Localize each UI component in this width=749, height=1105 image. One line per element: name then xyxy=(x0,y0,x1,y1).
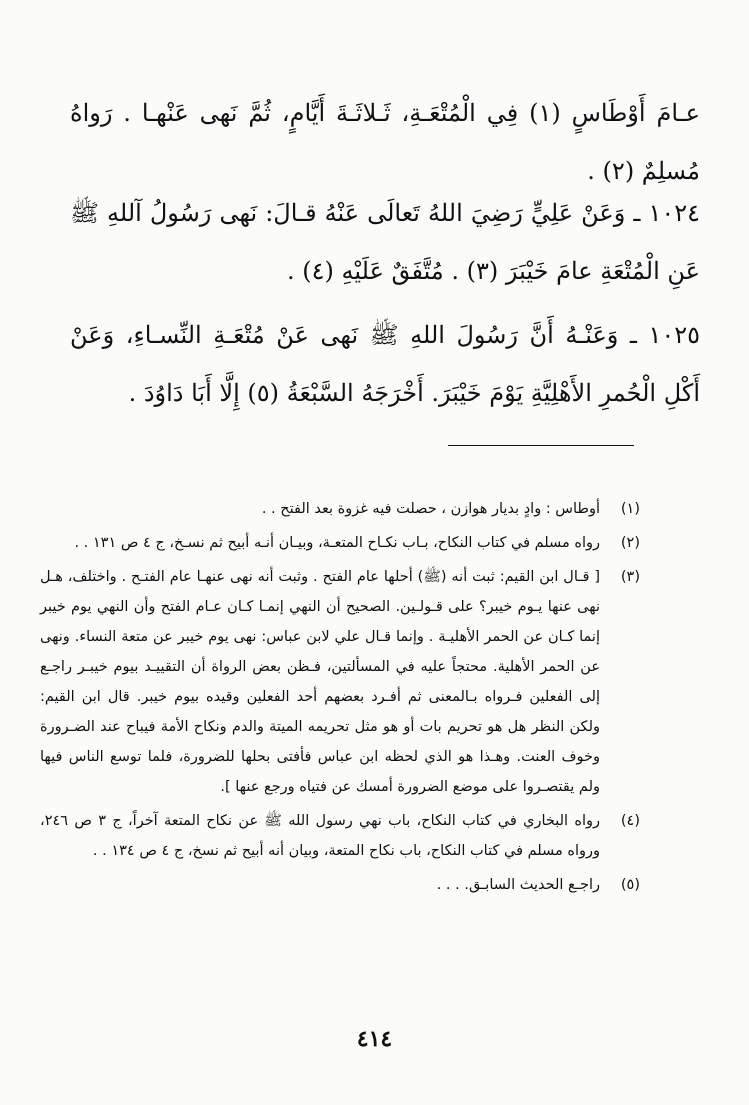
paragraph-text: عـامَ أَوْطَاسٍ (١) فِي الْمُتْعَـةِ، ثَـلاثَـةَ أَيَّامٍ، ثُمَّ نَهى عَنْهـا . رَواهُ مُسلِمٌ (٢) . xyxy=(70,99,700,185)
footnote-number: (٥) xyxy=(620,877,640,893)
paragraph-text: ١٠٢٥ ـ وَعَنْـهُ أَنَّ رَسُولَ اللهِ ﷺ نَهى عَنْ مُتْعَـةِ النِّسـاءِ، وَعَنْ أَكْلِ الْحُمرِ الأَهْلِيَّةِ يَوْمَ خَيْبَرَ. أَخْرَجَهُ السَّبْعَةُ (٥) إِلَّا أَبَا دَاوُدَ . xyxy=(70,321,700,407)
footnote-text: رواه البخاري في كتاب النكاح، باب نهي رسول الله ﷺ عن نكاح المتعة آخراً، ج ٣ ص ٢٤٦، ورواه مسلم في كتاب النكاح، باب نكاح المتعة، وبيان أنه أبيح ثم نسخ، ج ٤ ص ١٣٤ . . xyxy=(40,813,601,859)
paragraph-text: ١٠٢٤ ـ وَعَنْ عَلِيٍّ رَضِيَ اللهُ تَعالَى عَنْهُ قـالَ: نَهى رَسُولُ آللهِ ﷺ عَنِ الْمُتْعَةِ عامَ خَيْبَرَ (٣) . مُتَّفَقٌ عَلَيْهِ (٤) . xyxy=(70,199,700,285)
footnote-number: (١) xyxy=(620,501,640,517)
footnote-text: [ قـال ابن القيم: ثبت أنه (ﷺ) أحلها عام الفتح . وثبت أنه نهى عنهـا عام الفتـح . واختلف، هـل نهى عنها يـوم خيبر؟ على قـولـين. الصحيح أن النهي إنمـا كـان عـام الفتح وأن النهي يوم خيبر إنما كـان عن الحمر الأهليـة . وإنما قـال علي لابن عباس: نهى يوم خيبر عن متعة النساء. ونهى عن الحمر الأهلية. محتجاً عليه في المسألتين، فـظن بعض الرواة أن التقييـد بيوم خيبـر راجـع إلى الفعلين فـرواه بـالمعنى ثم أفـرد بعضهم أحد الفعلين وقيده بيوم خيبر. قال ابن القيم: ولكن النظر هل هو تحريم بات أو هو مثل تحريمه الميتة والدم ونكاح الأمة فيباح عند الضـرورة وخوف العنت. وهـذا هو الذي لحظه ابن عباس فأفتى بحلها للضرورة، فلما توسع الناس فيها ولم يقتصـروا على موضع الضرورة أمسك عن فتياه ورجع عنها ]. xyxy=(40,569,600,795)
page-number: ٤١٤ xyxy=(356,1026,393,1052)
footnote-text: رواه مسلم في كتاب النكاح، بـاب نكـاح المتعـة، وبيـان أنـه أبيح ثم نسـخ، ج ٤ ص ١٣١ . . xyxy=(74,535,600,551)
footnote-text: أوطاس : وادٍ بديار هوازن ، حصلت فيه غزوة بعد الفتح . . xyxy=(261,501,600,517)
hadith-continuation-paragraph xyxy=(70,84,700,200)
footnote-3 xyxy=(40,562,640,802)
footnote-5 xyxy=(40,870,640,900)
footnote-4 xyxy=(40,806,640,866)
hadith-1024-paragraph xyxy=(70,184,700,300)
footnote-text: راجـع الحديث السابـق. . . . xyxy=(436,877,600,893)
footnote-divider xyxy=(448,445,634,446)
footnote-2 xyxy=(40,528,640,558)
hadith-1025-paragraph xyxy=(70,306,700,422)
footnotes xyxy=(40,494,640,904)
footnote-number: (٤) xyxy=(620,813,640,829)
footnote-1 xyxy=(40,494,640,524)
footnote-number: (٣) xyxy=(620,569,640,585)
footnote-number: (٢) xyxy=(620,535,640,551)
